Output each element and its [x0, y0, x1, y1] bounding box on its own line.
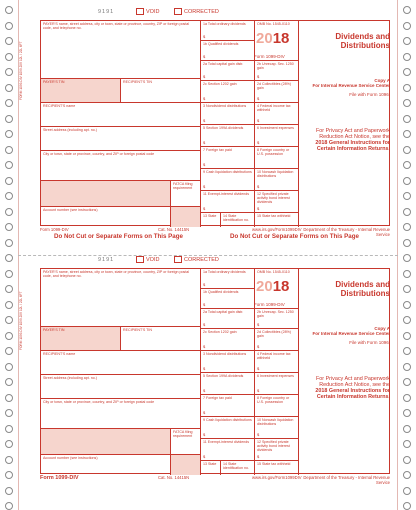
- tractor-hole: [403, 68, 411, 76]
- tractor-hole: [5, 378, 13, 386]
- city-state-zip-field[interactable]: City or town, state or province, country, and ZIP or foreign postal code: [41, 399, 201, 429]
- box-8[interactable]: 8 Foreign country or U.S. possession: [255, 147, 299, 169]
- fatca-checkbox[interactable]: FATCA filing requirement: [171, 429, 201, 455]
- corrected-label: CORRECTED: [184, 257, 219, 263]
- box-6[interactable]: 6 Investment expenses $: [255, 373, 299, 395]
- tractor-hole: [5, 22, 13, 30]
- box-1b[interactable]: 1b Qualified dividends $: [201, 41, 255, 61]
- tractor-hole: [5, 192, 13, 200]
- tractor-hole: [403, 22, 411, 30]
- tractor-hole: [403, 146, 411, 154]
- box-6[interactable]: 6 Investment expenses $: [255, 125, 299, 147]
- shaded-field: [171, 455, 201, 475]
- form-code: 9191: [98, 257, 115, 263]
- corrected-label: CORRECTED: [184, 9, 219, 15]
- box-4[interactable]: 4 Federal income tax withheld $: [255, 351, 299, 373]
- box-7[interactable]: 7 Foreign tax paid $: [201, 147, 255, 169]
- tractor-hole: [403, 37, 411, 45]
- tractor-hole: [5, 6, 13, 14]
- treasury-department: Department of the Treasury - Internal Revenue Service: [303, 227, 390, 237]
- side-form-code: FORM 1099-DIV 1099-DIV 12L / 22L 6FT: [19, 291, 23, 350]
- tractor-hole: [5, 316, 13, 324]
- box-11[interactable]: 11 Exempt-interest dividends $: [201, 439, 255, 461]
- tractor-hole: [5, 394, 13, 402]
- box-3[interactable]: 3 Nondividend distributions $: [201, 351, 255, 373]
- box-14[interactable]: 14 State identification no.: [221, 213, 255, 227]
- box-15[interactable]: 15 State tax withheld: [255, 213, 299, 227]
- tractor-hole: [403, 84, 411, 92]
- tractor-hole: [403, 130, 411, 138]
- box-2a[interactable]: 2a Total capital gain distr. $: [201, 61, 255, 81]
- tractor-hole: [5, 99, 13, 107]
- corrected-checkbox[interactable]: [174, 256, 182, 263]
- tractor-hole: [403, 223, 411, 231]
- tractor-hole: [5, 239, 13, 247]
- tractor-hole: [403, 208, 411, 216]
- recipient-name-field[interactable]: RECIPIENT'S name: [41, 351, 201, 375]
- tractor-hole: [403, 456, 411, 464]
- corrected-checkbox[interactable]: [174, 8, 182, 15]
- box-14[interactable]: 14 State identification no.: [221, 461, 255, 475]
- tax-year: 2018: [256, 278, 290, 295]
- form-number: Form 1099-DIV: [254, 54, 285, 59]
- tractor-hole: [403, 270, 411, 278]
- omb-number: OMB No. 1545-0110: [257, 22, 290, 26]
- box-13[interactable]: 13 State: [201, 461, 221, 475]
- omb-number: OMB No. 1545-0110: [257, 270, 290, 274]
- shaded-field: [41, 429, 171, 455]
- copy-info-column: [299, 269, 391, 475]
- tractor-hole: [403, 239, 411, 247]
- tractor-hole: [403, 347, 411, 355]
- tractor-hole: [5, 84, 13, 92]
- box-2b[interactable]: 2b Unrecap. Sec. 1250 gain $: [255, 61, 299, 81]
- form-code: 9191: [98, 9, 115, 15]
- form-header: [40, 6, 390, 18]
- tractor-hole: [403, 192, 411, 200]
- account-number-field[interactable]: Account number (see instructions): [41, 455, 171, 475]
- form-number: Form 1099-DIV: [254, 302, 285, 307]
- tractor-hole: [5, 161, 13, 169]
- copy-info-column: [299, 21, 391, 227]
- tractor-hole: [403, 440, 411, 448]
- privacy-notice: For Privacy Act and Paperwork Reduction Act Notice, see the 2018 General Instructions for Certain Information Returns.: [315, 376, 390, 400]
- tractor-hole: [5, 68, 13, 76]
- copy-for-label: For Internal Revenue Service Center: [312, 83, 390, 89]
- box-1b[interactable]: 1b Qualified dividends $: [201, 289, 255, 309]
- shaded-field: [171, 207, 201, 227]
- irs-url: www.irs.gov/Form1099DIV: [252, 475, 302, 480]
- tractor-hole: [403, 301, 411, 309]
- fatca-checkbox[interactable]: FATCA filing requirement: [171, 181, 201, 207]
- box-2c[interactable]: 2c Section 1202 gain $: [201, 81, 255, 103]
- tractor-hole: [5, 285, 13, 293]
- payer-info-field[interactable]: PAYER'S name, street address, city or town, state or province, country, ZIP or foreign postal code, and telephone no.: [41, 21, 201, 79]
- tractor-hole: [5, 37, 13, 45]
- box-1a[interactable]: 1a Total ordinary dividends $: [201, 269, 255, 289]
- box-10[interactable]: 10 Noncash liquidation distributions $: [255, 417, 299, 439]
- form-1099-div-bottom: [40, 257, 390, 486]
- tractor-hole: [403, 6, 411, 14]
- catalog-number: Cat. No. 14415N: [158, 227, 190, 232]
- copy-for-label: For Internal Revenue Service Center: [312, 331, 390, 337]
- tractor-hole: [403, 394, 411, 402]
- treasury-department: Department of the Treasury - Internal Revenue Service: [303, 475, 390, 485]
- tractor-hole: [403, 502, 411, 510]
- payer-info-field[interactable]: PAYER'S name, street address, city or town, state or province, country, ZIP or foreign postal code, and telephone no.: [41, 269, 201, 327]
- tractor-hole: [5, 177, 13, 185]
- tractor-hole: [403, 409, 411, 417]
- tractor-hole: [403, 99, 411, 107]
- recipient-name-field[interactable]: RECIPIENT'S name: [41, 103, 201, 127]
- tractor-hole: [5, 363, 13, 371]
- copy-designation: [298, 78, 390, 98]
- box-2b[interactable]: 2b Unrecap. Sec. 1250 gain $: [255, 309, 299, 329]
- box-2c[interactable]: 2c Section 1202 gain $: [201, 329, 255, 351]
- irs-url: www.irs.gov/Form1099DIV: [252, 227, 302, 232]
- tractor-hole: [5, 502, 13, 510]
- footer-form-number: Form 1099-DIV: [40, 475, 79, 481]
- tractor-hole: [5, 223, 13, 231]
- box-13[interactable]: 13 State: [201, 213, 221, 227]
- tractor-hole: [5, 471, 13, 479]
- form-grid: [40, 268, 390, 474]
- tax-year: 2018: [256, 30, 290, 47]
- form-header: [40, 254, 390, 266]
- tractor-hole: [5, 146, 13, 154]
- box-7[interactable]: 7 Foreign tax paid $: [201, 395, 255, 417]
- copy-a-label: Copy A: [374, 78, 390, 83]
- box-9[interactable]: 9 Cash liquidation distributions $: [201, 169, 255, 191]
- city-state-zip-field[interactable]: City or town, state or province, country, and ZIP or foreign postal code: [41, 151, 201, 181]
- box-11[interactable]: 11 Exempt-interest dividends $: [201, 191, 255, 213]
- payer-tin-field[interactable]: PAYER'S TIN: [41, 327, 121, 351]
- box-10[interactable]: 10 Noncash liquidation distributions $: [255, 169, 299, 191]
- box-12[interactable]: 12 Specified private activity bond interest dividends $: [255, 191, 299, 213]
- void-checkbox[interactable]: [136, 8, 144, 15]
- box-5[interactable]: 5 Section 199A dividends $: [201, 125, 255, 147]
- box-4[interactable]: 4 Federal income tax withheld $: [255, 103, 299, 125]
- box-2a[interactable]: 2a Total capital gain distr. $: [201, 309, 255, 329]
- recipient-tin-field[interactable]: RECIPIENT'S TIN: [121, 79, 201, 103]
- tractor-hole: [403, 332, 411, 340]
- tractor-hole: [5, 270, 13, 278]
- tractor-hole: [5, 53, 13, 61]
- recipient-tin-field[interactable]: RECIPIENT'S TIN: [121, 327, 201, 351]
- copy-designation: [298, 326, 390, 346]
- box-1a[interactable]: 1a Total ordinary dividends $: [201, 21, 255, 41]
- tractor-hole: [5, 130, 13, 138]
- tractor-hole: [403, 487, 411, 495]
- tractor-hole: [5, 425, 13, 433]
- tractor-hole: [403, 177, 411, 185]
- box-2d[interactable]: 2d Collectibles (28%) gain $: [255, 81, 299, 103]
- void-checkbox[interactable]: [136, 256, 144, 263]
- void-label: VOID: [146, 257, 160, 263]
- tractor-hole: [5, 347, 13, 355]
- box-2d[interactable]: 2d Collectibles (28%) gain $: [255, 329, 299, 351]
- tractor-hole: [403, 254, 411, 262]
- tractor-hole: [5, 115, 13, 123]
- tractor-hole: [403, 471, 411, 479]
- tractor-hole: [403, 53, 411, 61]
- privacy-notice: For Privacy Act and Paperwork Reduction Act Notice, see the 2018 General Instructions for Certain Information Returns.: [315, 128, 390, 152]
- box-15[interactable]: 15 State tax withheld: [255, 461, 299, 475]
- box-5[interactable]: 5 Section 199A dividends $: [201, 373, 255, 395]
- tractor-hole: [5, 456, 13, 464]
- box-9[interactable]: 9 Cash liquidation distributions $: [201, 417, 255, 439]
- shaded-field: [41, 181, 171, 207]
- footer-form-number: Form 1099-DIV: [40, 227, 69, 232]
- tractor-hole: [403, 378, 411, 386]
- tractor-hole: [5, 301, 13, 309]
- tractor-hole: [5, 332, 13, 340]
- copy-a-label: Copy A: [374, 326, 390, 331]
- file-with-label: File with Form 1096.: [349, 92, 390, 98]
- form-grid: [40, 20, 390, 226]
- tractor-hole: [403, 161, 411, 169]
- form-title: Dividends and Distributions: [335, 32, 390, 50]
- tractor-hole: [5, 254, 13, 262]
- tractor-hole: [5, 440, 13, 448]
- tractor-hole: [403, 425, 411, 433]
- box-8[interactable]: 8 Foreign country or U.S. possession: [255, 395, 299, 417]
- street-address-field[interactable]: Street address (including apt. no.): [41, 375, 201, 399]
- payer-tin-field[interactable]: PAYER'S TIN: [41, 79, 121, 103]
- side-form-code: FORM 1099-DIV 1099-DIV 12L / 22L 6FT: [19, 41, 23, 100]
- box-12[interactable]: 12 Specified private activity bond interest dividends $: [255, 439, 299, 461]
- tractor-hole: [403, 115, 411, 123]
- street-address-field[interactable]: Street address (including apt. no.): [41, 127, 201, 151]
- tractor-hole: [403, 285, 411, 293]
- tractor-hole: [5, 208, 13, 216]
- tractor-hole: [403, 363, 411, 371]
- account-number-field[interactable]: Account number (see instructions): [41, 207, 171, 227]
- file-with-label: File with Form 1096.: [349, 340, 390, 346]
- form-1099-div-top: 9191 VOID CORRECTED PAYER'S name, street address, city or town, state or province, country, ZIP or foreign postal code, and telephone no. PAYER'S TIN RECIPIENT'S TIN RECIPIENT'S name Street address (including apt. no.) City or town, state or province, country, and ZIP or foreign postal code FATCA filing requirement Account number (see instructions) 1a Total ordinary dividends $ 1b Qualified dividends $ 2a Total capital gain distr. $ 2b Unrecap. Sec. 1250 gain $ 2c Section 1202 gain $ 2d Collectibles (28%) gain $ 3 Nondividend distributions $ 4 Federal income tax withheld $ 5 Section 199A dividends $ 6 Investment expenses $ 7 Foreign tax paid $ 8 Foreign country or U.S. possession 9 Cash liquidation distributions $ 10 Noncash liquidation distributions $ 11 Exempt-interest dividends $ 12 Specified private activity bond interest dividends $ 13 State 14 State identification no. 15 State tax withheld OMB No. 1545-0110 2018 Dividends and Distributions Form 1099-DIV Copy A For Internal Revenue Service Center File with Form 1096. For Privacy Act and Paperwork Reduction Act Notice, see the 2018 General Instructions for Certain Information Returns. Form 1099-DIV Cat. No. 14415N www.irs.gov/Form1099DIV Department of the Treasury - Internal Revenue Service Do Not Cut or Separate Forms on This Page Do Not Cut or Separate Forms on This Page: [40, 20, 390, 238]
- form-title: Dividends and Distributions: [335, 280, 390, 298]
- tractor-hole: [5, 487, 13, 495]
- tractor-hole: [5, 409, 13, 417]
- box-3[interactable]: 3 Nondividend distributions $: [201, 103, 255, 125]
- void-label: VOID: [146, 9, 160, 15]
- catalog-number: Cat. No. 14415N: [158, 475, 190, 480]
- tractor-hole: [403, 316, 411, 324]
